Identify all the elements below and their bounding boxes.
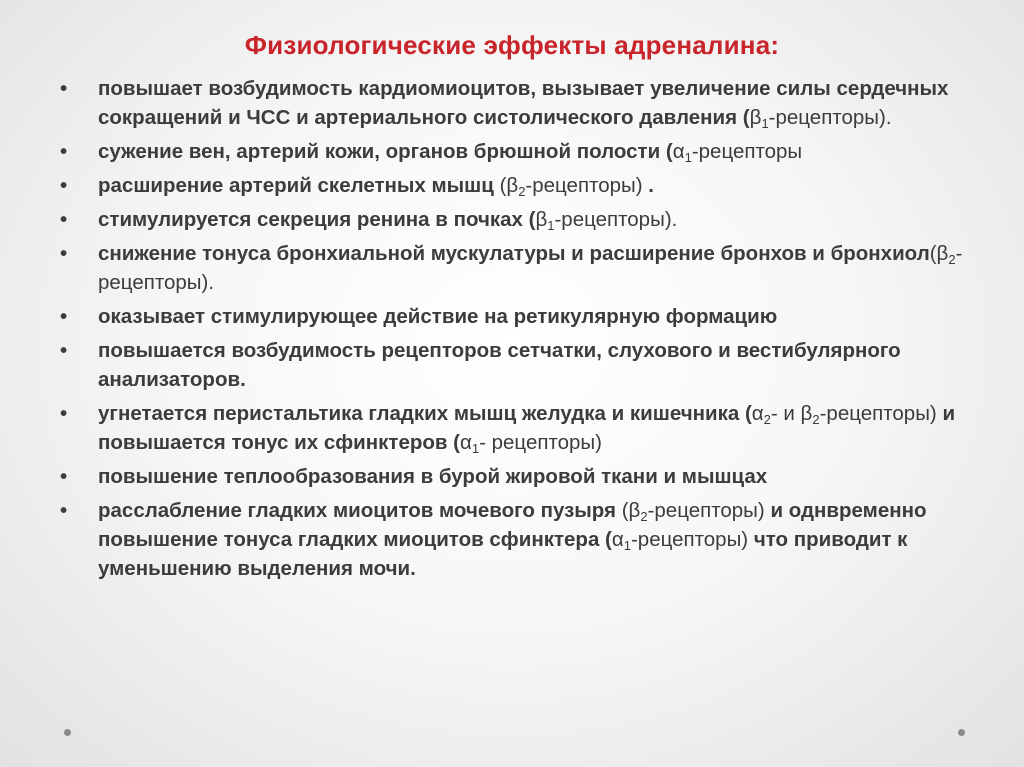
bullet-text: - рецепторы)	[479, 431, 602, 454]
bullet-text: и однвременно повышение тонуса гладких миоцитов сфинктера (	[98, 499, 927, 551]
bullet-text: α	[751, 402, 764, 425]
bullet-dot-icon: •	[60, 305, 68, 328]
bullet-item	[60, 171, 980, 200]
bullet-item	[60, 462, 980, 491]
receptor-subscript: 2	[763, 412, 771, 427]
bullet-text: - и β	[770, 402, 813, 425]
slide-title: Физиологические эффекты адреналина:	[244, 30, 780, 60]
bullet-dot-icon: •	[60, 499, 68, 522]
receptor-subscript: 2	[948, 252, 956, 267]
bullet-text: оказывает стимулирующее действие на ретикулярную формацию	[98, 305, 778, 328]
bullet-text: повышение теплообразования в бурой жировой ткани и мышцах	[98, 465, 768, 488]
bullet-text: повышает возбудимость кардиомиоцитов, вызывает увеличение силы сердечных сокращений и ЧСС и артериального систолического давления (	[98, 77, 949, 129]
bullet-text: -рецепторы).	[768, 106, 892, 129]
bullet-text: снижение тонуса бронхиальной мускулатуры и расширение бронхов и бронхиол	[98, 242, 930, 265]
bullet-text: β	[749, 106, 762, 129]
receptor-subscript: 2	[812, 412, 820, 427]
receptor-subscript: 1	[547, 218, 555, 233]
bullet-text: α	[672, 140, 685, 163]
bullet-text: (β	[621, 499, 641, 522]
bullet-item	[60, 74, 980, 132]
bullet-text: расширение артерий скелетных мышц	[98, 174, 500, 197]
bullet-text: угнетается перистальтика гладких мышц желудка и кишечника (	[98, 402, 752, 425]
bullet-dot-icon: •	[60, 174, 68, 197]
bullet-dot-icon: •	[60, 208, 68, 231]
receptor-subscript: 1	[471, 441, 480, 456]
bullet-text: -рецепторы)	[525, 174, 649, 197]
bullet-dot-icon: •	[60, 339, 68, 362]
receptor-subscript: 1	[684, 150, 692, 165]
bullet-text: и повышается тонус их сфинктеров (	[98, 402, 956, 454]
bullet-text: стимулируется секреция ренина в почках (	[98, 208, 536, 231]
receptor-subscript: 1	[761, 116, 769, 131]
bullet-text: β	[535, 208, 548, 231]
bullet-text: -рецепторы).	[554, 208, 678, 231]
bullet-text: сужение вен, артерий кожи, органов брюшной полости (	[98, 140, 673, 163]
right-bottom-dot-icon	[958, 729, 965, 736]
bullet-text: расслабление гладких миоцитов мочевого пузыря	[98, 499, 622, 522]
bullet-text: повышается возбудимость рецепторов сетчатки, слухового и вестибулярного анализаторов.	[98, 339, 901, 391]
bullet-dot-icon: •	[60, 402, 68, 425]
bullet-dot-icon: •	[60, 465, 68, 488]
bullet-item	[60, 302, 980, 331]
bullet-text: (β	[499, 174, 519, 197]
bullet-text: -рецепторы)	[819, 402, 943, 425]
left-bottom-dot-icon	[64, 729, 71, 736]
bullet-text: α	[611, 528, 624, 551]
bullet-item	[60, 205, 980, 234]
bullet-text: -рецепторы).	[98, 242, 963, 294]
bullet-text: α	[460, 431, 472, 454]
bullet-item	[60, 496, 980, 583]
bullet-text: -рецепторы)	[647, 499, 771, 522]
bullet-text: -рецепторы)	[630, 528, 754, 551]
bullet-text: (β	[929, 242, 949, 265]
bullet-item	[60, 239, 980, 297]
bullet-text: -рецепторы	[691, 140, 803, 163]
bullet-text: что приводит к уменьшению выделения мочи.	[98, 528, 908, 580]
bullet-item	[60, 399, 980, 457]
bullet-text: .	[648, 174, 654, 197]
bullet-list	[60, 74, 980, 588]
bullet-item	[60, 137, 980, 166]
bullet-item	[60, 336, 980, 394]
bullet-dot-icon: •	[60, 140, 68, 163]
receptor-subscript: 2	[640, 509, 648, 524]
receptor-subscript: 2	[518, 184, 526, 199]
bullet-dot-icon: •	[60, 242, 68, 265]
bullet-dot-icon: •	[60, 77, 68, 100]
receptor-subscript: 1	[623, 538, 631, 553]
